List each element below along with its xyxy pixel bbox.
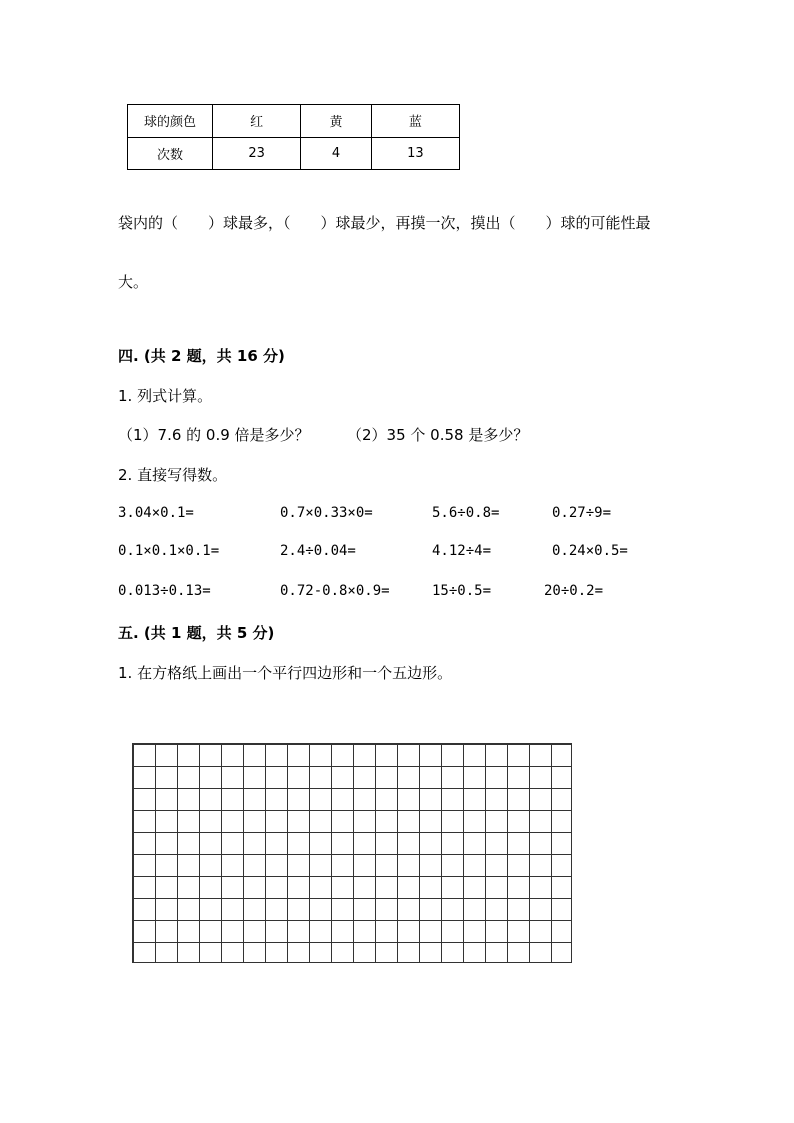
table-color-blue: 蓝	[371, 105, 459, 138]
grid-paper	[132, 743, 572, 963]
question-text-line2: 大。	[118, 273, 149, 291]
section4-heading: 四. (共 2 题，共 16 分)	[118, 347, 285, 365]
table-row	[128, 105, 460, 138]
calc-item: 3.04×0.1=	[118, 505, 194, 521]
table-row	[128, 137, 460, 170]
section4-q1-title: 1. 列式计算。	[118, 387, 213, 405]
table-count-blue: 13	[371, 137, 459, 170]
calc-item: 0.24×0.5=	[552, 543, 628, 559]
section4-q2-title: 2. 直接写得数。	[118, 466, 228, 484]
calc-item: 0.72-0.8×0.9=	[280, 583, 390, 599]
section4-q1-part2: （2）35 个 0.58 是多少？	[347, 426, 529, 444]
section5-q1-title: 1. 在方格纸上画出一个平行四边形和一个五边形。	[118, 664, 453, 682]
calc-item: 20÷0.2=	[544, 583, 604, 599]
calc-item: 0.7×0.33×0=	[280, 505, 373, 521]
table-color-yellow: 黄	[301, 105, 371, 138]
calc-item: 0.1×0.1×0.1=	[118, 543, 220, 559]
table-header-label: 球的颜色	[128, 105, 213, 138]
table-color-red: 红	[213, 105, 301, 138]
table-count-red: 23	[213, 137, 301, 170]
calc-item: 5.6÷0.8=	[432, 505, 500, 521]
calc-item: 0.27÷9=	[552, 505, 612, 521]
table-count-yellow: 4	[301, 137, 371, 170]
table-row-label: 次数	[128, 137, 213, 170]
section5-heading: 五. (共 1 题，共 5 分)	[118, 624, 275, 642]
question-text-line1: 袋内的（ ）球最多，（ ）球最少，再摸一次，摸出（ ）球的可能性最	[118, 214, 651, 232]
calc-item: 2.4÷0.04=	[280, 543, 356, 559]
ball-count-table	[127, 104, 460, 170]
calc-item: 4.12÷4=	[432, 543, 492, 559]
calc-item: 15÷0.5=	[432, 583, 492, 599]
calc-item: 0.013÷0.13=	[118, 583, 211, 599]
section4-q1-part1: （1）7.6 的 0.9 倍是多少？	[118, 426, 310, 444]
